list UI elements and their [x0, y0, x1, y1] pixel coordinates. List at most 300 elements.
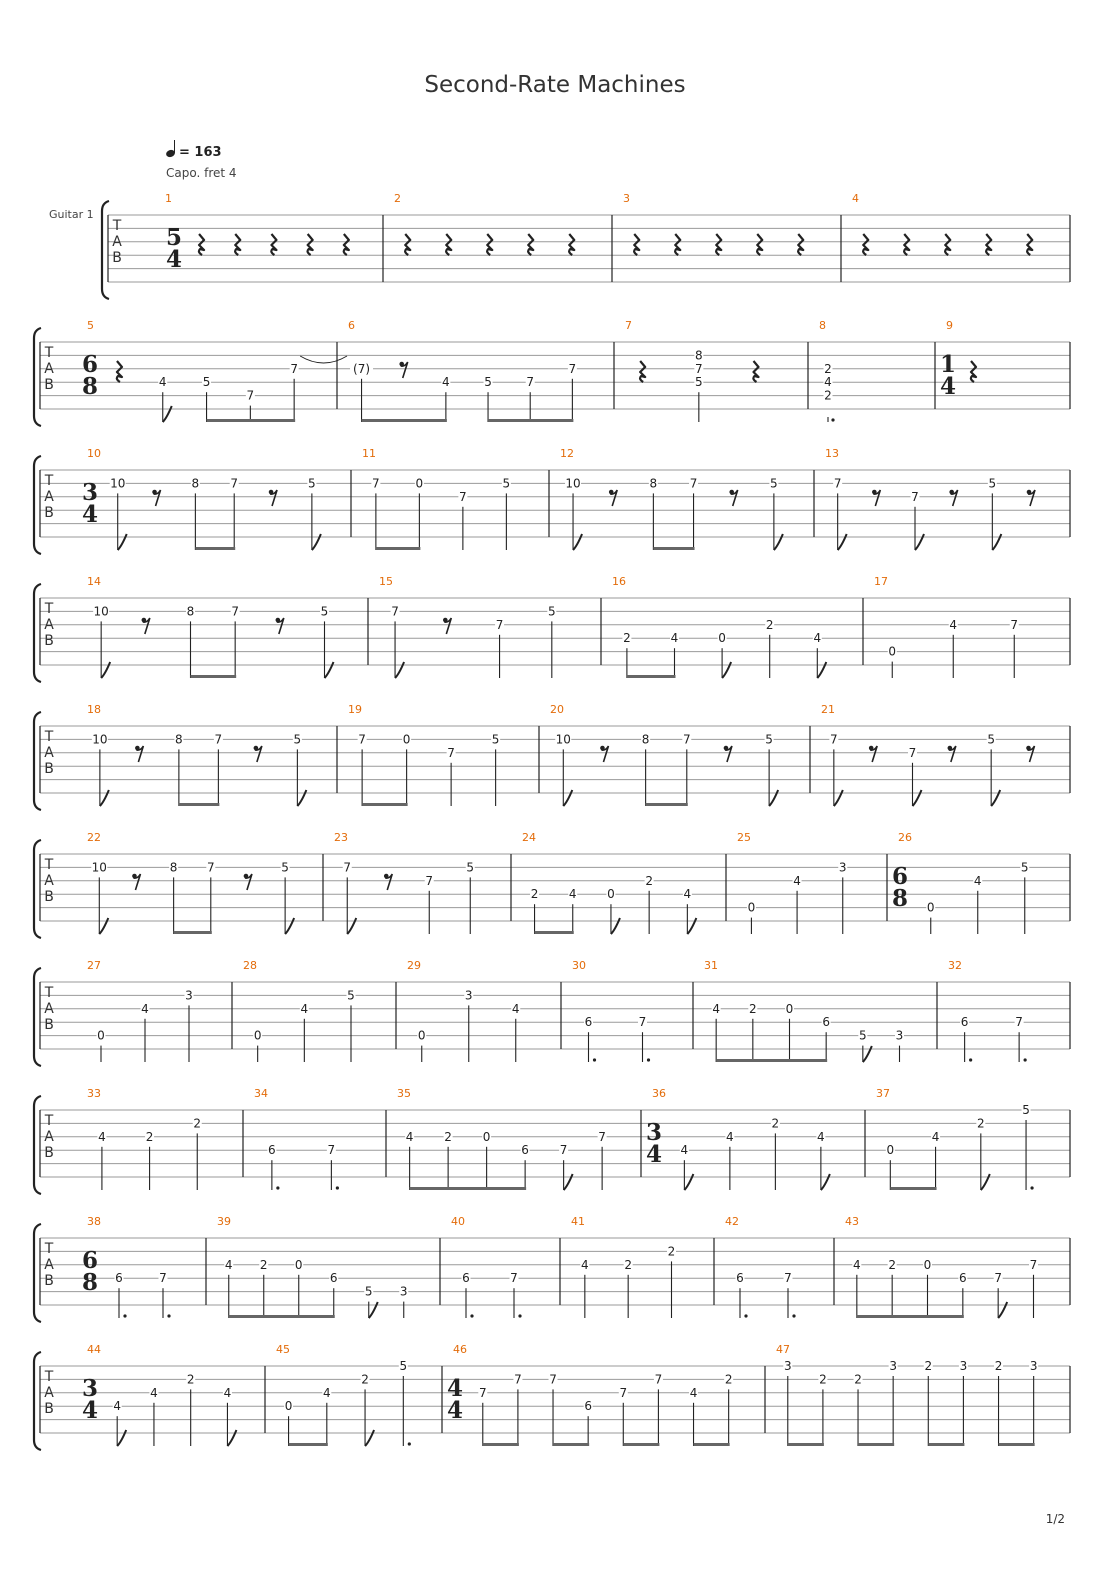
measure-number: 15: [379, 575, 393, 588]
fret-number: 6: [268, 1143, 276, 1158]
eighth-flag-icon: [395, 662, 404, 678]
quarter-rest-icon: [675, 234, 680, 255]
fret-number: (7): [353, 361, 371, 376]
tab-clef-a: A: [44, 873, 54, 889]
fret-number: 4: [670, 631, 679, 646]
tab-clef-b: B: [44, 633, 54, 649]
quarter-rest-icon: [528, 234, 533, 255]
dotted-note-dot: [792, 1314, 795, 1317]
fret-number: 8: [169, 860, 178, 875]
eighth-flag-icon: [564, 1174, 573, 1190]
fret-number: 10: [555, 732, 571, 747]
quarter-rest-icon: [757, 234, 762, 255]
fret-number: 4: [141, 1001, 149, 1016]
tab-clef-t: T: [44, 729, 54, 745]
time-signature-bottom: 8: [81, 1269, 99, 1296]
fret-number: 7: [830, 732, 838, 747]
dotted-note-dot: [647, 1058, 650, 1061]
fret-number: 6: [822, 1015, 830, 1030]
fret-number: 7: [343, 860, 352, 875]
fret-number: 0: [888, 644, 897, 659]
fret-number: 3: [464, 988, 473, 1003]
eighth-flag-icon: [774, 534, 783, 550]
eighth-beam: [483, 1443, 519, 1446]
time-signature-bottom: 4: [645, 1141, 663, 1168]
measure-number: 22: [87, 831, 101, 844]
measure-number: 3: [623, 192, 630, 205]
time-signature-top: 4: [446, 1375, 464, 1402]
eighth-beam: [179, 803, 220, 806]
quarter-rest-icon: [405, 234, 410, 255]
fret-number: 4: [300, 1001, 309, 1016]
fret-number: 5: [484, 375, 492, 390]
fret-number: 6: [960, 1015, 969, 1030]
fret-number: 5: [308, 476, 316, 491]
fret-number: 0: [284, 1399, 293, 1414]
fret-number: 7: [689, 476, 698, 491]
fret-number: 10: [91, 860, 107, 875]
measure-number: 20: [550, 703, 564, 716]
eighth-beam: [410, 1187, 527, 1190]
tab-clef-t: T: [44, 1369, 54, 1385]
measure-number: 37: [876, 1087, 890, 1100]
eighth-beam: [627, 675, 676, 678]
eighth-flag-icon: [915, 534, 924, 550]
measure-number: 6: [348, 319, 355, 332]
fret-number: 3: [399, 1284, 408, 1299]
dotted-note-dot: [408, 1442, 411, 1445]
fret-number: 4: [98, 1129, 106, 1144]
eighth-flag-icon: [227, 1430, 236, 1446]
fret-number: 7: [1010, 617, 1019, 632]
measure-number: 41: [571, 1215, 585, 1228]
measure-number: 23: [334, 831, 348, 844]
quarter-rest-icon: [640, 361, 645, 382]
eighth-beam: [174, 931, 212, 934]
eighth-beam: [857, 1315, 964, 1318]
tab-clef-a: A: [44, 617, 54, 633]
fret-number: 4: [113, 1399, 122, 1414]
fret-number: 0: [402, 732, 411, 747]
measure-number: 5: [87, 319, 94, 332]
tempo-value: = 163: [179, 145, 222, 160]
fret-number: 2: [361, 1372, 369, 1387]
eighth-flag-icon: [347, 918, 356, 934]
fret-number: 0: [785, 1001, 794, 1016]
eighth-flag-icon: [297, 790, 306, 806]
tab-clef-b: B: [44, 1401, 54, 1417]
fret-number: 5: [987, 732, 995, 747]
fret-number: 0: [417, 1028, 426, 1043]
eighth-beam: [376, 547, 421, 550]
fret-number: 7: [695, 361, 703, 376]
tab-clef-b: B: [44, 889, 54, 905]
eighth-beam: [195, 547, 235, 550]
fret-number: 5: [202, 375, 211, 390]
measure-number: 38: [87, 1215, 101, 1228]
fret-number: 2: [824, 361, 832, 376]
tab-clef-b: B: [44, 1273, 54, 1289]
eighth-flag-icon: [684, 1174, 693, 1190]
tab-clef-t: T: [44, 1113, 54, 1129]
measure-number: 17: [874, 575, 888, 588]
eighth-beam: [646, 803, 688, 806]
fret-number: 7: [833, 476, 842, 491]
eighth-beam: [653, 547, 694, 550]
fret-number: 2: [771, 1116, 780, 1131]
quarter-rest-icon: [117, 361, 122, 382]
quarter-rest-icon: [753, 361, 758, 382]
fret-number: 0: [886, 1143, 895, 1158]
fret-number: 7: [214, 732, 223, 747]
fret-number: 5: [988, 476, 997, 491]
tab-clef-t: T: [44, 345, 54, 361]
fret-number: 7: [290, 361, 298, 376]
fret-number: 2: [623, 631, 631, 646]
eighth-beam: [788, 1443, 824, 1446]
eighth-flag-icon: [573, 534, 582, 550]
fret-number: 0: [253, 1028, 262, 1043]
fret-number: 7: [549, 1372, 557, 1387]
eighth-flag-icon: [981, 1174, 990, 1190]
fret-number: 7: [598, 1129, 606, 1144]
measure-number: 42: [725, 1215, 739, 1228]
measure-number: 19: [348, 703, 362, 716]
measure-number: 10: [87, 447, 101, 460]
fret-number: 10: [110, 476, 126, 491]
quarter-rest-icon: [446, 234, 451, 255]
eighth-beam: [207, 419, 296, 422]
tab-clef-t: T: [44, 473, 54, 489]
measure-number: 7: [625, 319, 632, 332]
fret-number: 5: [1020, 860, 1029, 875]
fret-number: 7: [784, 1271, 792, 1286]
eighth-beam: [623, 1443, 659, 1446]
fret-number: 7: [526, 375, 535, 390]
fret-number: 7: [495, 617, 504, 632]
fret-number: 4: [683, 887, 692, 902]
quarter-rest-icon: [344, 234, 349, 255]
quarter-rest-icon: [945, 234, 950, 255]
fret-number: 7: [372, 476, 380, 491]
measure-number: 44: [87, 1343, 101, 1356]
measure-number: 30: [572, 959, 586, 972]
tie-arc: [300, 356, 347, 363]
eighth-flag-icon: [863, 1046, 872, 1062]
fret-number: 4: [158, 375, 167, 390]
eighth-flag-icon: [992, 534, 1001, 550]
tab-clef-b: B: [44, 1145, 54, 1161]
tab-clef-b: B: [44, 377, 54, 393]
quarter-rest-icon: [569, 234, 574, 255]
dotted-note-dot: [336, 1186, 339, 1189]
fret-number: 0: [97, 1028, 105, 1043]
fret-number: 5: [695, 375, 703, 390]
quarter-rest-icon: [986, 234, 991, 255]
fret-number: 5: [466, 860, 475, 875]
dotted-note-dot: [123, 1314, 126, 1317]
measure-number: 35: [397, 1087, 411, 1100]
fret-number: 8: [186, 604, 195, 619]
fret-number: 3: [838, 860, 847, 875]
eighth-flag-icon: [285, 918, 294, 934]
fret-number: 7: [230, 476, 239, 491]
measure-number: 21: [821, 703, 835, 716]
fret-number: 5: [364, 1284, 373, 1299]
tab-clef-t: T: [44, 601, 54, 617]
fret-number: 4: [813, 631, 822, 646]
eighth-flag-icon: [99, 918, 108, 934]
tab-clef-b: B: [44, 1017, 54, 1033]
fret-number: 0: [747, 900, 756, 915]
time-signature-top: 6: [81, 351, 99, 378]
measure-number: 25: [737, 831, 751, 844]
fret-number: 5: [547, 604, 556, 619]
fret-number: 7: [994, 1271, 1002, 1286]
tab-clef-b: B: [112, 250, 122, 266]
dotted-note-dot: [276, 1186, 279, 1189]
fret-number: 10: [92, 732, 108, 747]
tab-clef-a: A: [44, 361, 54, 377]
measure-number: 46: [453, 1343, 467, 1356]
tab-clef-a: A: [44, 745, 54, 761]
eighth-beam: [191, 675, 237, 678]
eighth-beam: [890, 1187, 936, 1190]
tab-clef-b: B: [44, 761, 54, 777]
fret-number: 5: [765, 732, 773, 747]
fret-number: 2: [854, 1372, 862, 1387]
quarter-rest-icon: [971, 361, 976, 382]
time-signature-bottom: 4: [165, 246, 183, 273]
quarter-rest-icon: [798, 234, 803, 255]
measure-number: 8: [819, 319, 826, 332]
fret-number: 4: [973, 873, 982, 888]
fret-number: 10: [93, 604, 109, 619]
fret-number: 3: [185, 988, 193, 1003]
fret-number: 5: [293, 732, 302, 747]
dotted-note-dot: [831, 418, 834, 421]
time-signature-top: 3: [645, 1119, 663, 1146]
time-signature-top: 1: [939, 351, 957, 378]
fret-number: 2: [749, 1001, 757, 1016]
fret-number: 4: [224, 1257, 233, 1272]
fret-number: 2: [994, 1359, 1003, 1373]
eighth-flag-icon: [365, 1430, 374, 1446]
measure-number: 18: [87, 703, 101, 716]
fret-number: 4: [853, 1257, 861, 1272]
measure-number: 32: [948, 959, 962, 972]
tab-clef-a: A: [44, 1257, 54, 1273]
measure-number: 26: [898, 831, 912, 844]
fret-number: 7: [327, 1143, 336, 1158]
fret-number: 3: [889, 1359, 897, 1373]
measure-number: 2: [394, 192, 401, 205]
fret-number: 0: [923, 1257, 932, 1272]
fret-number: 2: [724, 1372, 733, 1387]
quarter-rest-icon: [487, 234, 492, 255]
dotted-note-dot: [969, 1058, 972, 1061]
measure-number: 47: [776, 1343, 790, 1356]
fret-number: 6: [736, 1271, 744, 1286]
fret-number: 7: [510, 1271, 518, 1286]
fret-number: 3: [1029, 1359, 1038, 1373]
eighth-beam: [858, 1443, 894, 1446]
tab-clef-t: T: [44, 857, 54, 873]
fret-number: 6: [584, 1399, 592, 1414]
eighth-flag-icon: [101, 662, 110, 678]
fret-number: 3: [783, 1359, 792, 1373]
measure-number: 27: [87, 959, 101, 972]
quarter-rest-icon: [634, 234, 639, 255]
fret-number: 7: [911, 489, 919, 504]
eighth-flag-icon: [687, 918, 696, 934]
eighth-beam: [289, 1443, 328, 1446]
eighth-beam: [928, 1443, 964, 1446]
eighth-flag-icon: [611, 918, 620, 934]
fret-number: 5: [502, 476, 511, 491]
time-signature-top: 3: [81, 1375, 99, 1402]
fret-number: 6: [115, 1271, 123, 1286]
fret-number: 4: [511, 1001, 520, 1016]
measure-number: 16: [612, 575, 626, 588]
quarter-rest-icon: [904, 234, 909, 255]
tab-clef-a: A: [44, 1385, 54, 1401]
eighth-beam: [694, 1443, 730, 1446]
quarter-rest-icon: [1027, 234, 1032, 255]
quarter-rest-icon: [863, 234, 868, 255]
fret-number: 7: [246, 388, 255, 403]
fret-number: 7: [654, 1372, 663, 1387]
measure-number: 14: [87, 575, 101, 588]
time-signature-bottom: 4: [446, 1397, 464, 1424]
fret-number: 2: [765, 617, 774, 632]
time-signature-bottom: 4: [81, 501, 99, 528]
fret-number: 0: [294, 1257, 303, 1272]
fret-number: 8: [191, 476, 200, 491]
measure-number: 36: [652, 1087, 666, 1100]
eighth-flag-icon: [838, 534, 847, 550]
fret-number: 7: [1015, 1015, 1023, 1030]
fret-number: 7: [682, 732, 691, 747]
fret-number: 6: [584, 1015, 593, 1030]
measure-number: 4: [852, 192, 859, 205]
measure-number: 29: [407, 959, 421, 972]
fret-number: 4: [712, 1001, 720, 1016]
dotted-note-dot: [167, 1314, 170, 1317]
fret-number: 3: [895, 1028, 904, 1043]
fret-number: 5: [1022, 1103, 1030, 1117]
time-signature-bottom: 8: [891, 885, 909, 912]
fret-number: 7: [459, 489, 467, 504]
fret-number: 5: [347, 988, 355, 1003]
measure-number: 31: [704, 959, 718, 972]
measure-number: 34: [254, 1087, 268, 1100]
fret-number: 7: [358, 732, 366, 747]
tab-clef-b: B: [44, 505, 54, 521]
fret-number: 4: [150, 1385, 158, 1400]
time-signature-bottom: 4: [81, 1397, 99, 1424]
fret-number: 7: [206, 860, 215, 875]
fret-number: 0: [926, 900, 935, 915]
fret-number: 7: [568, 361, 577, 376]
fret-number: 8: [175, 732, 183, 747]
eighth-beam: [229, 1315, 335, 1318]
fret-number: 2: [819, 1372, 827, 1387]
fret-number: 8: [695, 348, 703, 363]
dotted-note-dot: [518, 1314, 521, 1317]
fret-number: 4: [568, 887, 577, 902]
fret-number: 4: [689, 1385, 698, 1400]
eighth-beam: [999, 1443, 1035, 1446]
fret-number: 4: [824, 375, 832, 390]
quarter-rest-icon: [308, 234, 313, 255]
fret-number: 2: [824, 388, 832, 403]
score-title: Second-Rate Machines: [424, 72, 686, 98]
fret-number: 5: [281, 860, 289, 875]
quarter-rest-icon: [716, 234, 721, 255]
fret-number: 0: [415, 476, 424, 491]
quarter-rest-icon: [271, 234, 276, 255]
measure-number: 1: [165, 192, 172, 205]
eighth-flag-icon: [913, 790, 922, 806]
fret-number: 5: [320, 604, 329, 619]
measure-number: 28: [243, 959, 257, 972]
eighth-flag-icon: [563, 790, 572, 806]
track-label: Guitar 1: [49, 208, 94, 221]
dotted-note-dot: [470, 1314, 473, 1317]
measure-number: 11: [362, 447, 376, 460]
measure-number: 39: [217, 1215, 231, 1228]
fret-number: 2: [645, 873, 653, 888]
fret-number: 7: [231, 604, 239, 619]
fret-number: 6: [462, 1271, 470, 1286]
fret-number: 4: [223, 1385, 232, 1400]
measure-number: 40: [451, 1215, 465, 1228]
dotted-note-dot: [1024, 1058, 1027, 1061]
fret-number: 7: [908, 745, 917, 760]
fret-number: 0: [607, 887, 615, 902]
fret-number: 2: [444, 1129, 452, 1144]
fret-number: 2: [259, 1257, 268, 1272]
tab-clef-a: A: [112, 234, 122, 250]
time-signature-bottom: 8: [81, 373, 99, 400]
eighth-flag-icon: [117, 1430, 126, 1446]
dotted-note-dot: [593, 1058, 596, 1061]
fret-number: 8: [641, 732, 650, 747]
tab-clef-t: T: [44, 985, 54, 1001]
time-signature-top: 5: [165, 224, 183, 251]
fret-number: 8: [649, 476, 658, 491]
time-signature-top: 6: [81, 1247, 99, 1274]
time-signature-bottom: 4: [939, 373, 957, 400]
tab-clef-t: T: [112, 218, 122, 234]
quarter-rest-icon: [235, 234, 240, 255]
fret-number: 2: [888, 1257, 896, 1272]
fret-number: 5: [399, 1359, 408, 1373]
fret-number: 6: [329, 1271, 338, 1286]
fret-number: 2: [530, 887, 539, 902]
fret-number: 4: [949, 617, 958, 632]
tab-clef-t: T: [44, 1241, 54, 1257]
measure-number: 45: [276, 1343, 290, 1356]
time-signature-top: 6: [891, 863, 909, 890]
tab-clef-a: A: [44, 489, 54, 505]
eighth-beam: [716, 1059, 827, 1062]
eighth-flag-icon: [369, 1302, 378, 1318]
fret-number: 7: [514, 1372, 522, 1387]
dotted-note-dot: [1030, 1186, 1033, 1189]
fret-number: 2: [667, 1244, 676, 1259]
